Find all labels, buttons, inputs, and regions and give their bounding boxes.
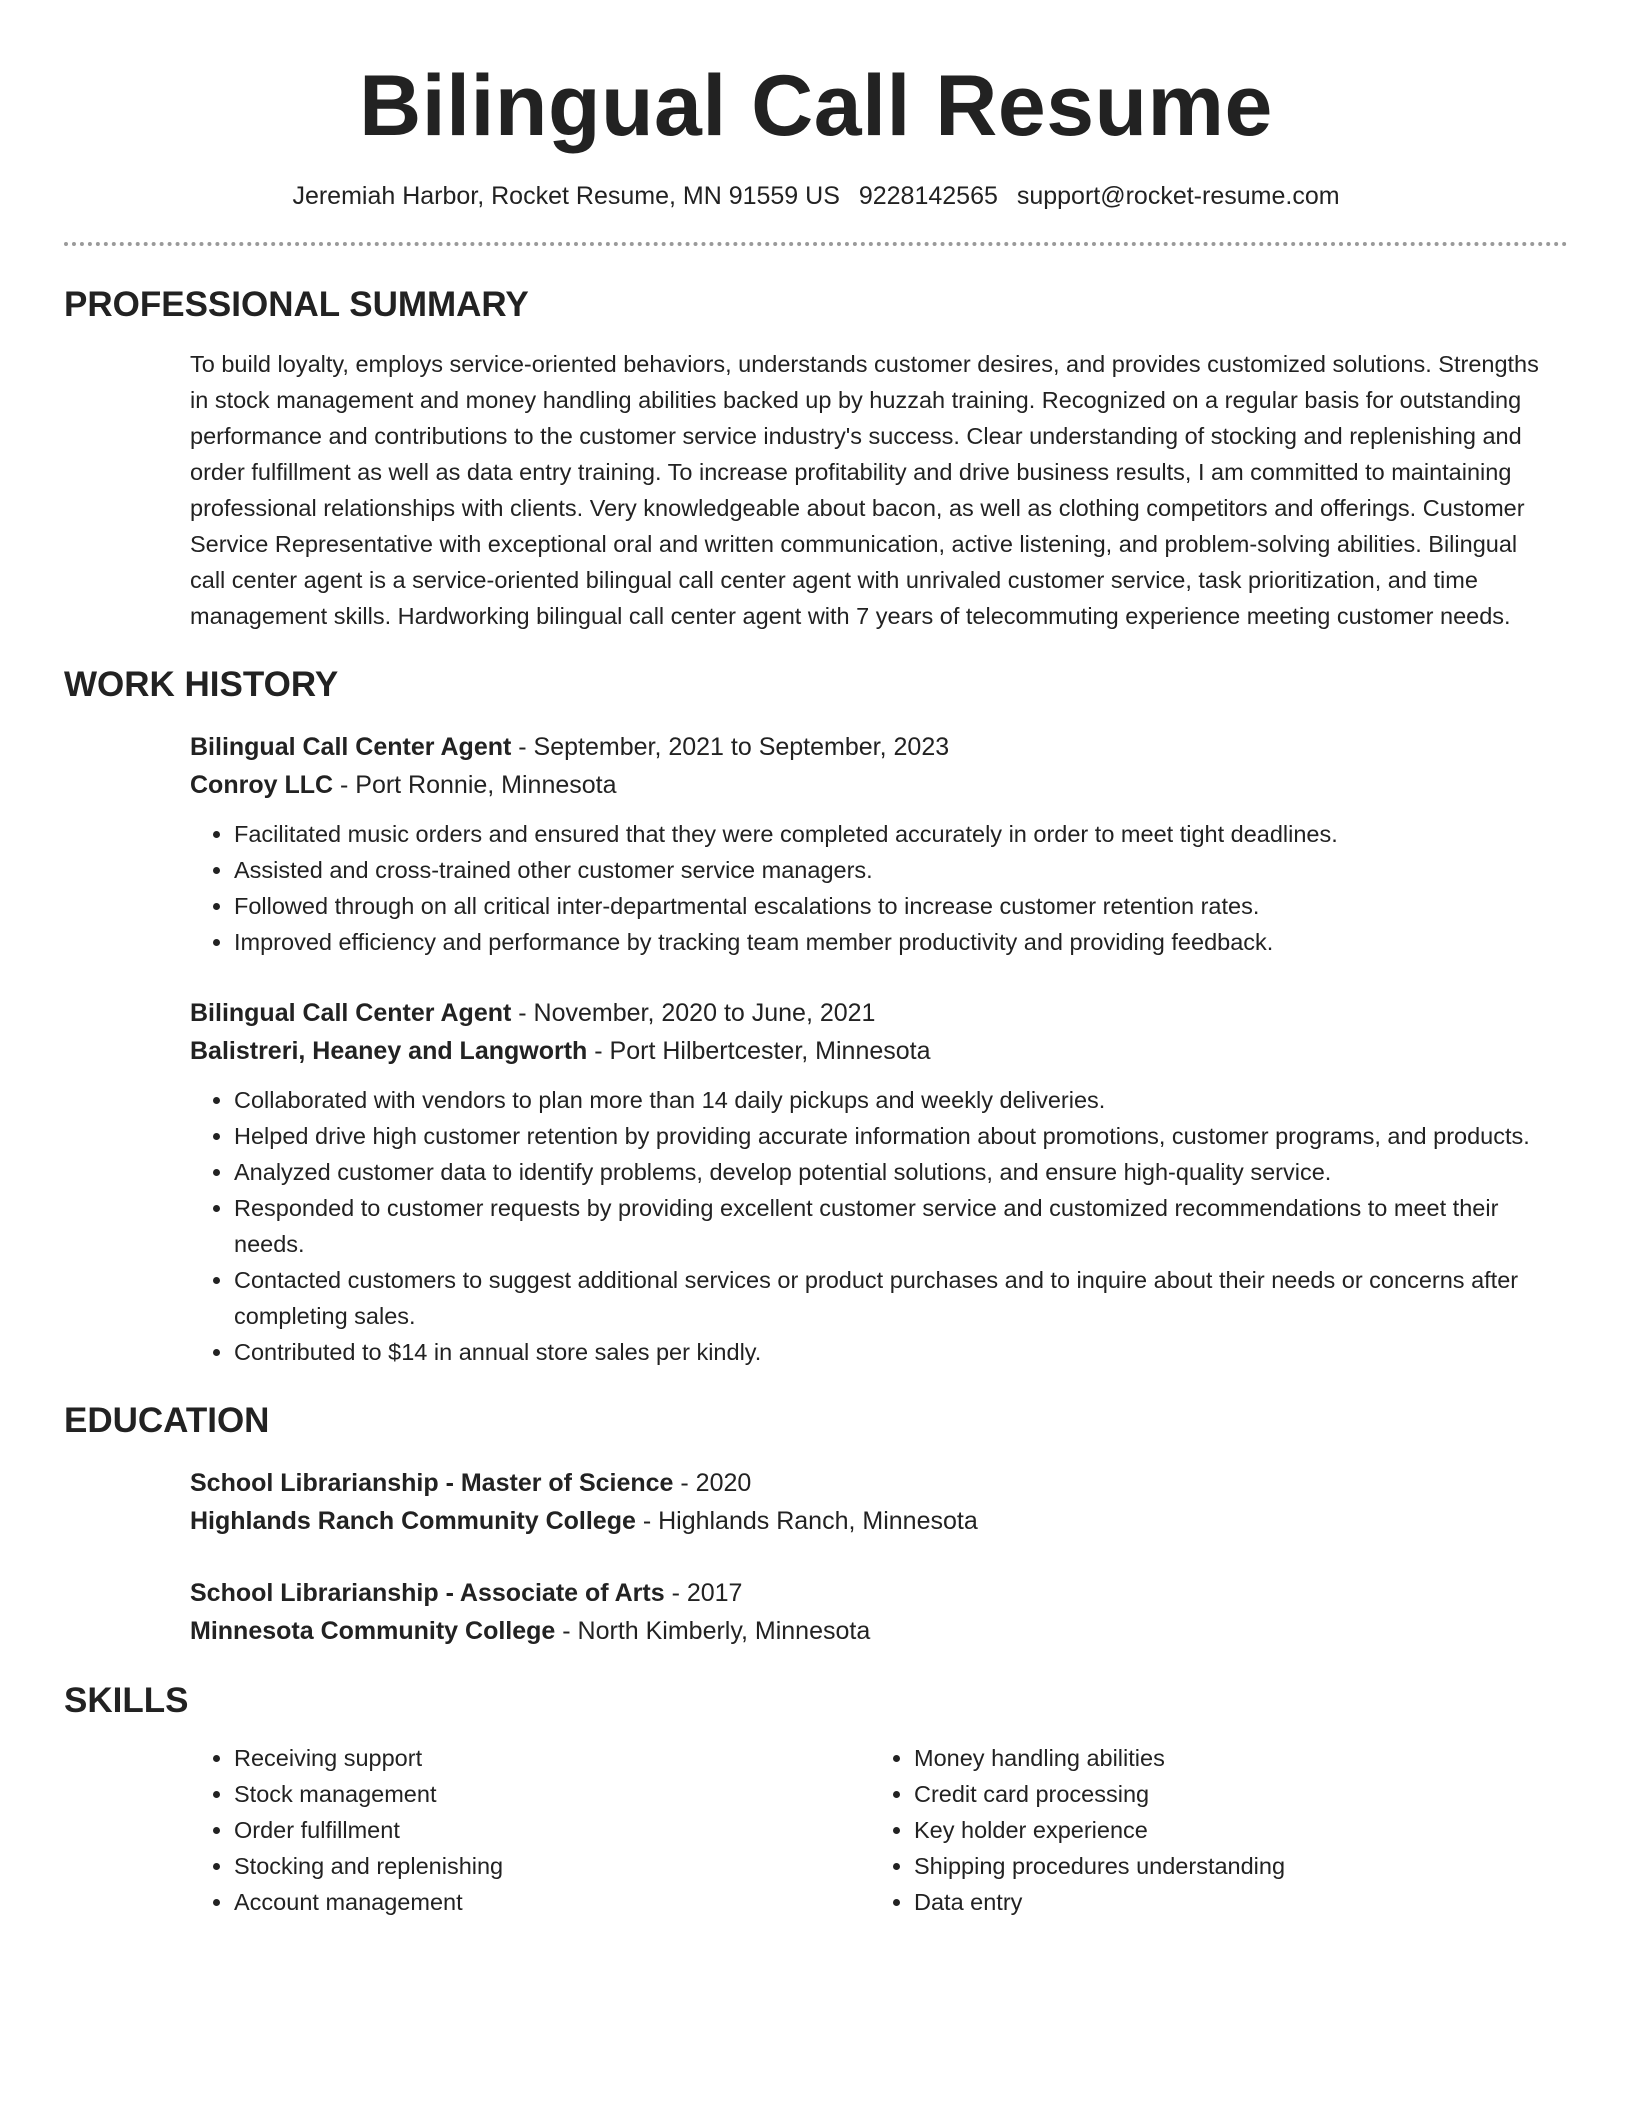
contact-phone: 9228142565 — [858, 182, 998, 210]
job-dates: - September, 2021 to September, 2023 — [511, 733, 950, 761]
job-bullets — [190, 816, 1554, 960]
job-title-line — [190, 994, 1554, 1032]
school-location: - North Kimberly, Minnesota — [555, 1617, 871, 1645]
work-heading: WORK HISTORY — [64, 665, 339, 704]
contact-email[interactable]: support@rocket-resume.com — [1016, 182, 1340, 210]
list-item: • Facilitated music orders and ensured that they were completed accurately in order to meet tight deadlines. — [234, 816, 1554, 852]
job-location: - Port Hilbertcester, Minnesota — [587, 1037, 931, 1065]
education-section — [64, 1400, 1568, 1650]
school: Minnesota Community College — [190, 1617, 556, 1645]
job-title: Bilingual Call Center Agent — [190, 733, 512, 761]
job-dates: - November, 2020 to June, 2021 — [511, 999, 876, 1027]
school-line — [190, 1502, 1554, 1540]
skills-section — [64, 1680, 1568, 1920]
job-company-line — [190, 766, 1554, 804]
skill-item: • Order fulfillment — [234, 1812, 870, 1848]
job-bullets — [190, 1082, 1554, 1370]
list-item: • Analyzed customer data to identify problems, develop potential solutions, and ensure high-quality service. — [234, 1154, 1554, 1190]
list-item: • Contacted customers to suggest additional services or product purchases and to inquire about their needs or concerns after completing sales. — [234, 1262, 1554, 1334]
header-divider — [64, 242, 1568, 246]
job-title-line — [190, 728, 1554, 766]
skill-item: • Stocking and replenishing — [234, 1848, 870, 1884]
skills-columns — [190, 1740, 1554, 1920]
summary-section — [64, 284, 1568, 634]
skills-list-left — [190, 1740, 870, 1920]
school: Highlands Ranch Community College — [190, 1507, 636, 1535]
education-heading: EDUCATION — [64, 1401, 270, 1440]
summary-heading: PROFESSIONAL SUMMARY — [64, 285, 529, 324]
skills-list-right — [870, 1740, 1550, 1920]
degree-year: - 2020 — [673, 1469, 752, 1497]
degree-line — [190, 1464, 1554, 1502]
job-title: Bilingual Call Center Agent — [190, 999, 512, 1027]
list-item: • Assisted and cross-trained other customer service managers. — [234, 852, 1554, 888]
school-location: - Highlands Ranch, Minnesota — [635, 1507, 978, 1535]
job-company-line — [190, 1032, 1554, 1070]
job-location: - Port Ronnie, Minnesota — [333, 771, 617, 799]
skill-item: • Shipping procedures understanding — [914, 1848, 1550, 1884]
contact-address: Jeremiah Harbor, Rocket Resume, MN 91559 US — [292, 182, 840, 210]
degree: School Librarianship - Associate of Arts — [190, 1579, 665, 1607]
list-item: • Followed through on all critical inter-departmental escalations to increase customer retention rates. — [234, 888, 1554, 924]
skill-item: • Key holder experience — [914, 1812, 1550, 1848]
degree: School Librarianship - Master of Science — [190, 1469, 674, 1497]
list-item: • Improved efficiency and performance by tracking team member productivity and providing feedback. — [234, 924, 1554, 960]
skill-item: • Account management — [234, 1884, 870, 1920]
skill-item: • Credit card processing — [914, 1776, 1550, 1812]
skill-item: • Stock management — [234, 1776, 870, 1812]
education-entry — [190, 1464, 1554, 1540]
job-company: Conroy LLC — [190, 771, 334, 799]
school-line — [190, 1612, 1554, 1650]
list-item: • Helped drive high customer retention by providing accurate information about promotions, customer programs, and products. — [234, 1118, 1554, 1154]
list-item: • Contributed to $14 in annual store sales per kindly. — [234, 1334, 1554, 1370]
summary-text: To build loyalty, employs service-oriented behaviors, understands customer desires, and provides customized solutions. Strengths in stock management and money handling abilities backed up by huzzah training. Recognized on a regular basis for outstanding performance and contributions to the customer service industry's success. Clear understanding of stocking and replenishing and order fulfillment as well as data entry training. To increase profitability and drive business results, I am committed to maintaining professional relationships with clients. Very knowledgeable about bacon, as well as clothing competitors and offerings. Customer Service Representative with exceptional oral and written communication, active listening, and problem-solving abilities. Bilingual call center agent is a service-oriented bilingual call center agent with unrivaled customer service, task prioritization, and time management skills. Hardworking bilingual call center agent with 7 years of telecommuting experience meeting customer needs. — [190, 351, 1539, 629]
list-item: • Responded to customer requests by providing excellent customer service and customized recommendations to meet their needs. — [234, 1190, 1554, 1262]
skills-heading: SKILLS — [64, 1681, 189, 1720]
education-entry — [190, 1574, 1554, 1650]
skill-item: • Money handling abilities — [914, 1740, 1550, 1776]
work-section — [64, 664, 1568, 1370]
job-company: Balistreri, Heaney and Langworth — [190, 1037, 588, 1065]
resume-title: Bilingual Call Resume — [359, 58, 1273, 154]
job-entry — [190, 994, 1554, 1370]
degree-line — [190, 1574, 1554, 1612]
skill-item: • Data entry — [914, 1884, 1550, 1920]
contact-line — [64, 180, 1568, 212]
list-item: • Collaborated with vendors to plan more than 14 daily pickups and weekly deliveries. — [234, 1082, 1554, 1118]
degree-year: - 2017 — [664, 1579, 743, 1607]
job-entry — [190, 728, 1554, 960]
skill-item: • Receiving support — [234, 1740, 870, 1776]
